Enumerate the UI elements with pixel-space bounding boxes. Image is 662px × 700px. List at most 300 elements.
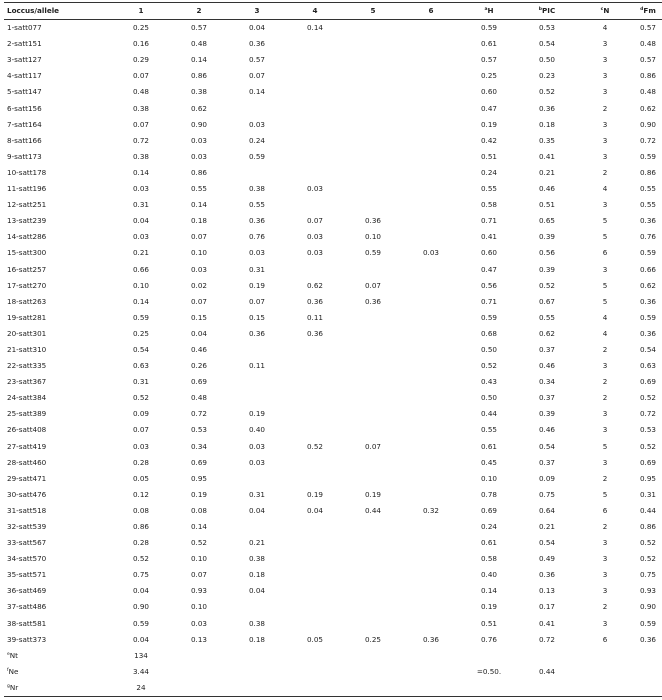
footnote-marker: e (7, 651, 10, 657)
value-cell (402, 583, 460, 599)
value-cell (344, 310, 402, 326)
locus-name-cell: 17-satt270 (7, 280, 47, 290)
table-row (4, 455, 662, 471)
value-cell: 0.90 (639, 602, 656, 612)
value-cell: 0.50 (538, 55, 555, 65)
value-cell: 0.04 (248, 505, 265, 515)
locus-name-cell: 14-satt286 (7, 232, 47, 242)
value-cell: 0.86 (639, 167, 656, 177)
locus-name-cell: 6-satt156 (7, 103, 42, 113)
value-cell: 0.46 (190, 344, 207, 354)
table-row (4, 165, 662, 181)
value-cell: 3 (602, 39, 608, 49)
table-row (4, 262, 662, 278)
value-cell (402, 133, 460, 149)
locus-name-cell: 38-satt581 (7, 618, 47, 628)
locus-name-cell: 15-satt300 (7, 248, 47, 258)
summary-pic-value (518, 680, 576, 697)
value-cell: 0.04 (190, 328, 207, 338)
value-cell (344, 20, 402, 37)
value-cell: 0.02 (190, 280, 207, 290)
table-row (4, 471, 662, 487)
value-cell (228, 390, 286, 406)
value-cell: 0.03 (132, 232, 149, 242)
locus-name-cell: 35-satt571 (7, 570, 47, 580)
value-cell: 0.19 (248, 409, 265, 419)
value-cell (286, 616, 344, 632)
value-cell: 2 (602, 522, 608, 531)
value-cell: 0.49 (538, 554, 555, 564)
value-cell (344, 535, 402, 551)
column-header: $^c$N (576, 3, 634, 20)
value-cell: 0.07 (132, 71, 149, 81)
value-cell (344, 181, 402, 197)
value-cell: 2 (602, 103, 608, 113)
value-cell: 0.10 (132, 280, 149, 290)
value-cell: 4 (602, 23, 608, 33)
value-cell (286, 149, 344, 165)
locus-name-cell: 25-satt389 (7, 409, 47, 419)
value-cell: 0.21 (248, 538, 265, 548)
value-cell (344, 101, 402, 117)
value-cell: 4 (602, 312, 608, 322)
value-cell: 0.19 (190, 489, 207, 499)
value-cell: 0.11 (306, 312, 323, 322)
value-cell: 0.36 (538, 103, 555, 113)
table-row (4, 36, 662, 52)
value-cell (402, 20, 460, 37)
value-cell (344, 551, 402, 567)
value-cell: 3 (602, 200, 608, 210)
table-row (4, 117, 662, 133)
value-cell: 0.68 (480, 328, 497, 338)
value-cell: 0.09 (132, 409, 149, 419)
empty-cell (402, 680, 460, 697)
value-cell: 0.25 (480, 71, 497, 81)
value-cell: 0.60 (480, 248, 497, 258)
locus-name-cell: 18-satt263 (7, 296, 47, 306)
value-cell: 0.21 (538, 522, 555, 531)
summary-value: 134 (134, 650, 148, 660)
value-cell: 3 (602, 457, 608, 467)
value-cell: 0.07 (248, 296, 265, 306)
table-row (4, 503, 662, 519)
value-cell: 3 (602, 87, 608, 97)
value-cell: 0.52 (538, 87, 555, 97)
value-cell: 0.54 (132, 344, 149, 354)
value-cell: 0.52 (538, 280, 555, 290)
value-cell (286, 583, 344, 599)
table-row (4, 616, 662, 632)
value-cell: 0.93 (190, 586, 207, 596)
table-row (4, 487, 662, 503)
value-cell: 3 (602, 264, 608, 274)
value-cell (402, 229, 460, 245)
value-cell: 0.57 (248, 55, 265, 65)
value-cell (402, 36, 460, 52)
value-cell (286, 471, 344, 487)
value-cell: 0.07 (248, 71, 265, 81)
table-row (4, 101, 662, 117)
value-cell: 0.76 (480, 634, 497, 644)
value-cell: 0.59 (639, 618, 656, 628)
empty-cell (228, 680, 286, 697)
value-cell (344, 358, 402, 374)
empty-cell (286, 664, 344, 680)
value-cell: 4 (602, 328, 608, 338)
value-cell: 0.37 (538, 393, 555, 403)
footnote-marker: f (7, 667, 9, 673)
value-cell: 0.44 (480, 409, 497, 419)
value-cell: 0.07 (364, 280, 381, 290)
value-cell: 0.03 (248, 248, 265, 258)
value-cell (228, 101, 286, 117)
value-cell: 0.69 (639, 457, 656, 467)
value-cell: 0.86 (190, 71, 207, 81)
value-cell: 0.51 (538, 200, 555, 210)
value-cell: 0.10 (480, 473, 497, 483)
value-cell: 0.57 (639, 55, 656, 65)
locus-name-cell: 30-satt476 (7, 489, 47, 499)
value-cell: 0.86 (132, 522, 149, 531)
locus-name-cell: 26-satt408 (7, 425, 47, 435)
header-row (4, 3, 662, 20)
value-cell: 0.07 (132, 119, 149, 129)
value-cell: 0.19 (480, 602, 497, 612)
value-cell (402, 197, 460, 213)
locus-name-cell: 39-satt373 (7, 634, 47, 644)
value-cell (344, 84, 402, 100)
column-header: 5 (344, 3, 402, 20)
value-cell: 0.14 (190, 55, 207, 65)
value-cell (344, 262, 402, 278)
empty-cell (344, 680, 402, 697)
value-cell: 0.62 (306, 280, 323, 290)
value-cell: 0.29 (132, 55, 149, 65)
value-cell: 0.62 (639, 280, 656, 290)
value-cell: 0.31 (248, 489, 265, 499)
value-cell: 5 (602, 216, 608, 226)
empty-cell (170, 648, 228, 664)
value-cell: 0.50 (480, 344, 497, 354)
value-cell: 0.18 (538, 119, 555, 129)
value-cell: 0.56 (480, 280, 497, 290)
value-cell (402, 294, 460, 310)
table-row (4, 326, 662, 342)
value-cell: 0.48 (132, 87, 149, 97)
value-cell: 0.17 (538, 602, 555, 612)
table-row (4, 213, 662, 229)
value-cell (402, 149, 460, 165)
value-cell: 0.95 (639, 473, 656, 483)
value-cell (344, 342, 402, 358)
table-row (4, 149, 662, 165)
value-cell: 0.31 (132, 377, 149, 387)
empty-cell (286, 680, 344, 697)
value-cell: 0.36 (248, 39, 265, 49)
value-cell: 0.07 (306, 216, 323, 226)
value-cell (344, 68, 402, 84)
locus-name-cell: 24-satt384 (7, 393, 47, 403)
value-cell: 0.15 (190, 312, 207, 322)
value-cell (286, 535, 344, 551)
value-cell: 0.44 (364, 505, 381, 515)
value-cell: 0.13 (190, 634, 207, 644)
value-cell: 0.36 (248, 328, 265, 338)
value-cell: 0.52 (480, 361, 497, 371)
value-cell: 0.36 (538, 570, 555, 580)
value-cell: 3 (602, 586, 608, 596)
table-row (4, 278, 662, 294)
value-cell: 0.14 (306, 23, 323, 33)
value-cell: 0.62 (190, 103, 207, 113)
summary-row (4, 648, 662, 664)
value-cell: 5 (602, 489, 608, 499)
value-cell: 0.90 (639, 119, 656, 129)
empty-cell (576, 664, 634, 680)
summary-label: $^f$Ne (7, 666, 19, 676)
value-cell (402, 262, 460, 278)
value-cell: 0.03 (248, 457, 265, 467)
value-cell: 5 (602, 232, 608, 242)
value-cell: 0.04 (132, 216, 149, 226)
locus-name-cell: 20-satt301 (7, 328, 47, 338)
table-row (4, 632, 662, 648)
value-cell (286, 551, 344, 567)
value-cell (344, 471, 402, 487)
value-cell (402, 551, 460, 567)
value-cell: 0.03 (422, 248, 439, 258)
value-cell: 0.38 (248, 554, 265, 564)
value-cell: 0.41 (480, 232, 497, 242)
value-cell: 0.63 (639, 361, 656, 371)
value-cell (402, 471, 460, 487)
value-cell: 0.11 (248, 361, 265, 371)
value-cell: 0.48 (190, 39, 207, 49)
value-cell: 0.75 (132, 570, 149, 580)
value-cell (344, 133, 402, 149)
value-cell: 0.52 (639, 538, 656, 548)
value-cell (402, 52, 460, 68)
value-cell: 0.03 (306, 248, 323, 258)
value-cell: 0.03 (190, 618, 207, 628)
value-cell: 0.57 (190, 23, 207, 33)
value-cell: 0.51 (480, 151, 497, 161)
empty-cell (228, 648, 286, 664)
value-cell: 0.14 (132, 296, 149, 306)
locus-name-cell: 12-satt251 (7, 200, 47, 210)
value-cell: 2 (602, 167, 608, 177)
value-cell: 3 (602, 538, 608, 548)
column-header: 2 (170, 3, 228, 20)
locus-name-cell: 2-satt151 (7, 39, 42, 49)
value-cell: 0.59 (248, 151, 265, 161)
value-cell: 0.08 (132, 505, 149, 515)
value-cell (402, 165, 460, 181)
value-cell: 3 (602, 55, 608, 65)
value-cell (286, 374, 344, 390)
value-cell: 0.55 (639, 200, 656, 210)
value-cell (286, 101, 344, 117)
value-cell (228, 165, 286, 181)
value-cell: 0.72 (639, 135, 656, 145)
summary-h-value (460, 680, 518, 697)
value-cell: 6 (602, 248, 608, 258)
value-cell: 0.69 (190, 377, 207, 387)
empty-cell (634, 664, 662, 680)
empty-cell (344, 664, 402, 680)
value-cell: 0.31 (132, 200, 149, 210)
value-cell: 0.58 (480, 554, 497, 564)
value-cell: 0.10 (190, 554, 207, 564)
value-cell: 0.31 (248, 264, 265, 274)
locus-name-cell: 19-satt281 (7, 312, 47, 322)
locus-name-cell: 29-satt471 (7, 473, 47, 483)
value-cell (402, 117, 460, 133)
locus-name-cell: 7-satt164 (7, 119, 42, 129)
value-cell: 0.72 (538, 634, 555, 644)
value-cell: 0.16 (132, 39, 149, 49)
value-cell (286, 455, 344, 471)
value-cell: 0.36 (422, 634, 439, 644)
value-cell: 2 (602, 473, 608, 483)
value-cell (402, 599, 460, 615)
value-cell: 0.25 (132, 328, 149, 338)
value-cell (402, 519, 460, 535)
value-cell: 2 (602, 377, 608, 387)
value-cell (402, 455, 460, 471)
value-cell (286, 406, 344, 422)
value-cell: 6 (602, 634, 608, 644)
locus-name-cell: 11-satt196 (7, 184, 47, 194)
column-header: $^d$Fm (634, 3, 662, 20)
value-cell: 0.07 (190, 570, 207, 580)
value-cell: 0.53 (190, 425, 207, 435)
value-cell: 0.59 (639, 151, 656, 161)
value-cell (402, 406, 460, 422)
table-row (4, 390, 662, 406)
value-cell: 0.67 (538, 296, 555, 306)
empty-cell (344, 648, 402, 664)
empty-cell (402, 664, 460, 680)
value-cell: 0.59 (132, 618, 149, 628)
value-cell: 0.21 (538, 167, 555, 177)
value-cell: 0.76 (639, 232, 656, 242)
value-cell: 0.55 (190, 184, 207, 194)
locus-name-cell: 9-satt173 (7, 151, 42, 161)
value-cell: 0.55 (480, 425, 497, 435)
value-cell: 0.59 (480, 23, 497, 33)
value-cell: 0.75 (538, 489, 555, 499)
value-cell: 0.66 (132, 264, 149, 274)
value-cell: 3 (602, 151, 608, 161)
value-cell: 0.28 (132, 457, 149, 467)
value-cell: 0.35 (538, 135, 555, 145)
value-cell: 3 (602, 554, 608, 564)
value-cell (344, 567, 402, 583)
value-cell: 0.59 (639, 248, 656, 258)
value-cell: 0.48 (639, 39, 656, 49)
value-cell (286, 133, 344, 149)
table-row (4, 229, 662, 245)
value-cell: 0.47 (480, 264, 497, 274)
value-cell: 0.38 (132, 151, 149, 161)
value-cell: 0.72 (190, 409, 207, 419)
value-cell: 0.14 (190, 522, 207, 531)
empty-cell (576, 680, 634, 697)
table-row (4, 599, 662, 615)
value-cell: 0.51 (480, 618, 497, 628)
value-cell: 0.38 (248, 184, 265, 194)
value-cell (344, 326, 402, 342)
value-cell (286, 84, 344, 100)
value-cell: 0.63 (132, 361, 149, 371)
value-cell: 0.10 (190, 248, 207, 258)
value-cell (344, 422, 402, 438)
value-cell (228, 342, 286, 358)
value-cell (344, 197, 402, 213)
value-cell: 0.36 (248, 216, 265, 226)
value-cell: 0.86 (639, 522, 656, 531)
column-header: 6 (402, 3, 460, 20)
value-cell: 0.52 (639, 554, 656, 564)
value-cell: 0.03 (306, 184, 323, 194)
footnote-marker: g (7, 683, 10, 689)
value-cell: 0.03 (190, 135, 207, 145)
value-cell: 0.03 (248, 441, 265, 451)
value-cell (402, 342, 460, 358)
value-cell (402, 84, 460, 100)
value-cell: 0.90 (190, 119, 207, 129)
value-cell (286, 117, 344, 133)
value-cell: 0.26 (190, 361, 207, 371)
value-cell: 0.40 (480, 570, 497, 580)
value-cell: 0.03 (190, 151, 207, 161)
footnote-marker: c (600, 7, 604, 12)
column-header-locus: Loccus/allele (4, 3, 112, 20)
value-cell (344, 36, 402, 52)
value-cell: 3 (602, 618, 608, 628)
value-cell (402, 326, 460, 342)
locus-name-cell: 27-satt419 (7, 441, 47, 451)
locus-name-cell: 10-satt178 (7, 167, 47, 177)
value-cell (344, 52, 402, 68)
value-cell: 0.34 (538, 377, 555, 387)
summary-label: $^g$Nr (4, 680, 112, 697)
column-header: $^a$H (460, 3, 518, 20)
column-header: 3 (228, 3, 286, 20)
table-row (4, 439, 662, 455)
locus-name-cell: 3-satt127 (7, 55, 42, 65)
value-cell: 0.43 (480, 377, 497, 387)
value-cell: 0.56 (538, 248, 555, 258)
value-cell (402, 278, 460, 294)
value-cell: 3 (602, 71, 608, 81)
value-cell: 0.09 (538, 473, 555, 483)
value-cell (402, 358, 460, 374)
value-cell: 0.71 (480, 296, 497, 306)
table-row (4, 519, 662, 535)
value-cell: 0.07 (364, 441, 381, 451)
value-cell: 3 (602, 570, 608, 580)
value-cell: 0.39 (538, 264, 555, 274)
value-cell: 0.54 (639, 344, 656, 354)
value-cell: 0.62 (639, 103, 656, 113)
summary-row (4, 664, 662, 680)
value-cell: 0.76 (248, 232, 265, 242)
value-cell: 0.36 (364, 296, 381, 306)
table-row (4, 68, 662, 84)
